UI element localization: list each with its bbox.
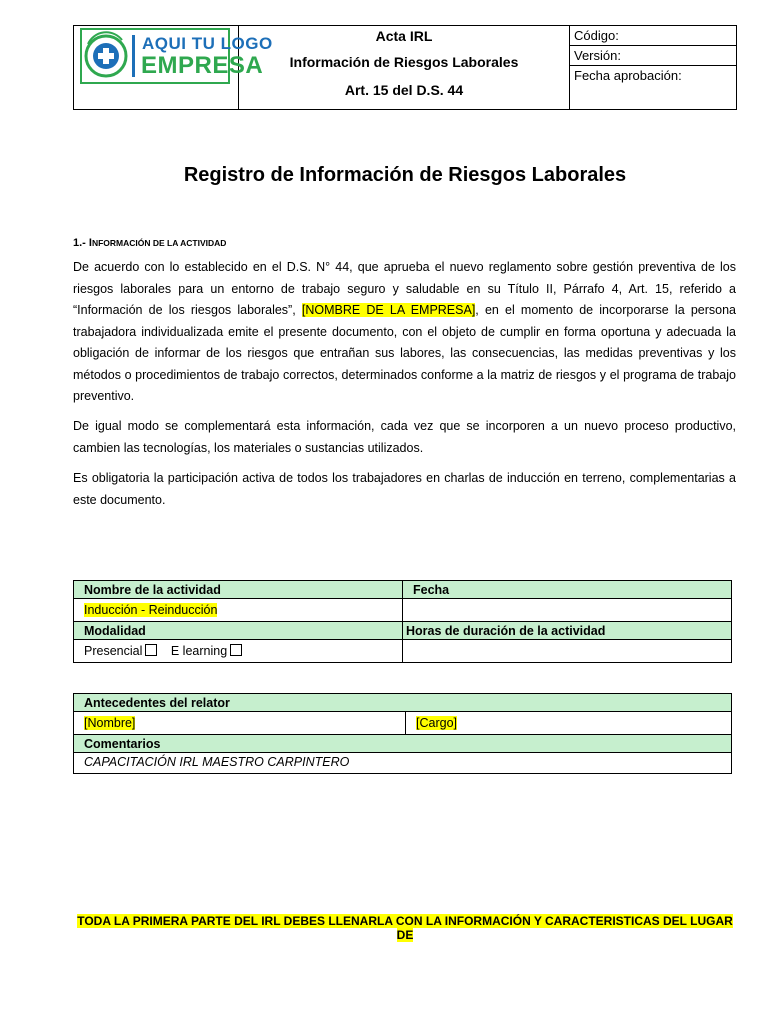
document-header: [73, 25, 737, 110]
section1-heading-rest: NFORMACIÓN DE LA ACTIVIDAD: [91, 238, 227, 248]
modality-cell: [74, 640, 403, 663]
document-title: Registro de Información de Riesgos Laborales: [183, 164, 627, 186]
presencial-checkbox[interactable]: [145, 644, 157, 656]
version-label: Versión:: [570, 46, 736, 66]
comments-header: Comentarios: [74, 735, 732, 753]
company-name-placeholder: [NOMBRE DE LA EMPRESA]: [301, 303, 476, 317]
logo-cell: [74, 26, 273, 110]
relator-header: Antecedentes del relator: [74, 694, 732, 712]
duration-header: Horas de duración de la actividad: [403, 622, 732, 640]
relator-role-value: [Cargo]: [416, 716, 457, 730]
activity-name-value: Inducción - Reinducción: [84, 603, 218, 617]
codigo-label: Código:: [570, 26, 736, 46]
activity-date-header: Fecha: [403, 581, 732, 599]
relator-name-value: [Nombre]: [84, 716, 136, 730]
activity-date-cell[interactable]: [403, 599, 732, 622]
relator-name-cell[interactable]: [74, 712, 406, 735]
presencial-label: Presencial: [84, 644, 143, 658]
instruction-note-text: TODA LA PRIMERA PARTE DEL IRL DEBES LLENARLA CON LA INFORMACIÓN Y CARACTERISTICAS DEL LUGAR DE: [77, 914, 733, 942]
elearning-checkbox[interactable]: [230, 644, 242, 656]
modality-header: Modalidad: [74, 622, 403, 640]
relator-role-cell[interactable]: [406, 712, 732, 735]
header-title-line3: Art. 15 del D.S. 44: [344, 82, 464, 98]
header-title-line1: Acta IRL: [375, 28, 433, 44]
elearning-label: E learning: [170, 644, 228, 658]
section1-heading-first: I: [88, 237, 92, 249]
section1-paragraph-1: [73, 257, 736, 408]
logo-text-line2: EMPRESA: [141, 52, 264, 79]
duration-cell[interactable]: [403, 640, 732, 663]
paragraph1-after: , en el momento de incorporarse la persona trabajadora individualizada emite el presente documento, con el objeto de cumplir en forma oportuna y adecuada la obligación de informar de los riesgos que entrañan sus labores, las consecuencias, las medidas preventivas y los métodos o procedimientos de trabajo correctos, determinados conforme a la matriz de riesgos y el programa de trabajo preventivo.: [73, 303, 736, 403]
section1-paragraph-2: De igual modo se complementará esta información, cada vez que se incorporen a un nuevo proceso productivo, cambien las tecnologías, los materiales o sustancias utilizados.: [73, 419, 736, 455]
activity-name-header: Nombre de la actividad: [74, 581, 403, 599]
logo-text-line1: AQUI TU LOGO: [142, 34, 273, 53]
header-title-line2: Información de Riesgos Laborales: [289, 54, 519, 70]
header-meta-cell: [570, 26, 737, 110]
instruction-note: [73, 914, 737, 942]
relator-table: [73, 693, 732, 774]
activity-table: [73, 580, 732, 663]
company-logo: [80, 28, 273, 84]
comments-cell[interactable]: CAPACITACIÓN IRL MAESTRO CARPINTERO: [74, 753, 732, 774]
section1-heading: [73, 237, 226, 249]
paragraph1-before: De acuerdo con lo establecido en el D.S. N° 44, que aprueba el nuevo reglamento sobre gestión preventiva de los riesgos laborales para un entorno de trabajo seguro y saludable en su Título II, Párrafo 4, Art. 15, referido a “Información de los riesgos laborales”,: [73, 260, 736, 317]
section1-paragraph-3: Es obligatoria la participación activa de todos los trabajadores en charlas de inducción en terreno, complementarias a este documento.: [73, 471, 736, 507]
fecha-aprobacion-label: Fecha aprobación:: [574, 68, 682, 83]
activity-name-cell[interactable]: [74, 599, 403, 622]
section1-number: 1.-: [73, 237, 86, 249]
header-title-cell: [239, 26, 570, 110]
